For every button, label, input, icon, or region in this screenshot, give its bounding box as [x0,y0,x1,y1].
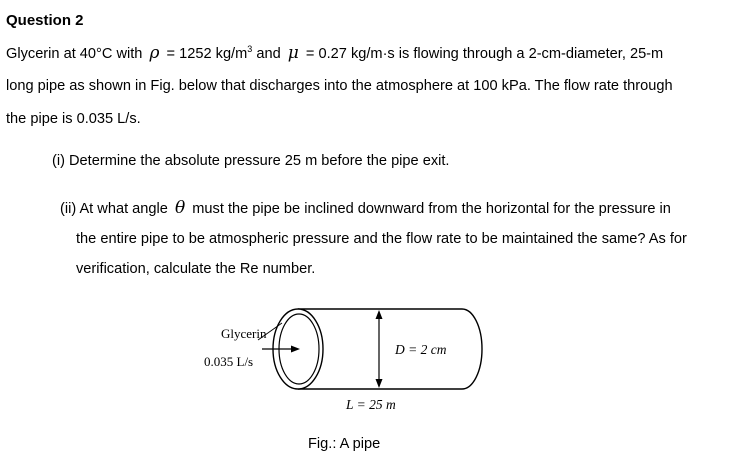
diameter-arrow-top [376,310,383,319]
fluid-label: Glycerin [221,326,267,341]
figure-caption: Fig.: A pipe [308,436,381,452]
part-ii-line-2: the entire pipe to be atmospheric pressure and the flow rate to be maintained the same? As for [76,231,687,247]
part-ii-text-a: (ii) At what angle [60,201,168,217]
line1-text-b: = 1252 kg/m [166,46,248,62]
part-ii-line-3: verification, calculate the Re number. [76,261,316,277]
line1-text-a: Glycerin at 40°C with [6,46,143,62]
question-title: Question 2 [6,12,84,29]
part-i-question: (i) Determine the absolute pressure 25 m before the pipe exit. [52,153,450,169]
line1-text-d: = 0.27 kg/m·s is flowing through a 2-cm-diameter, 25-m [305,46,664,62]
rho-symbol: ρ [149,43,160,63]
problem-line-2: long pipe as shown in Fig. below that discharges into the atmosphere at 100 kPa. The flow rate through [6,78,673,94]
length-label: L = 25 m [346,397,396,412]
mu-symbol: μ [287,43,299,63]
problem-line-3: the pipe is 0.035 L/s. [6,111,141,127]
pipe-body [298,309,482,389]
theta-symbol: θ [174,198,186,218]
diameter-label: D = 2 cm [395,342,447,357]
diameter-arrow-bottom [376,379,383,388]
flow-rate-label: 0.035 L/s [204,354,254,369]
part-ii-text-b: must the pipe be inclined downward from the horizontal for the pressure in [192,201,671,217]
cubed-superscript: 3 [247,44,253,54]
line1-text-c: and [256,46,281,62]
